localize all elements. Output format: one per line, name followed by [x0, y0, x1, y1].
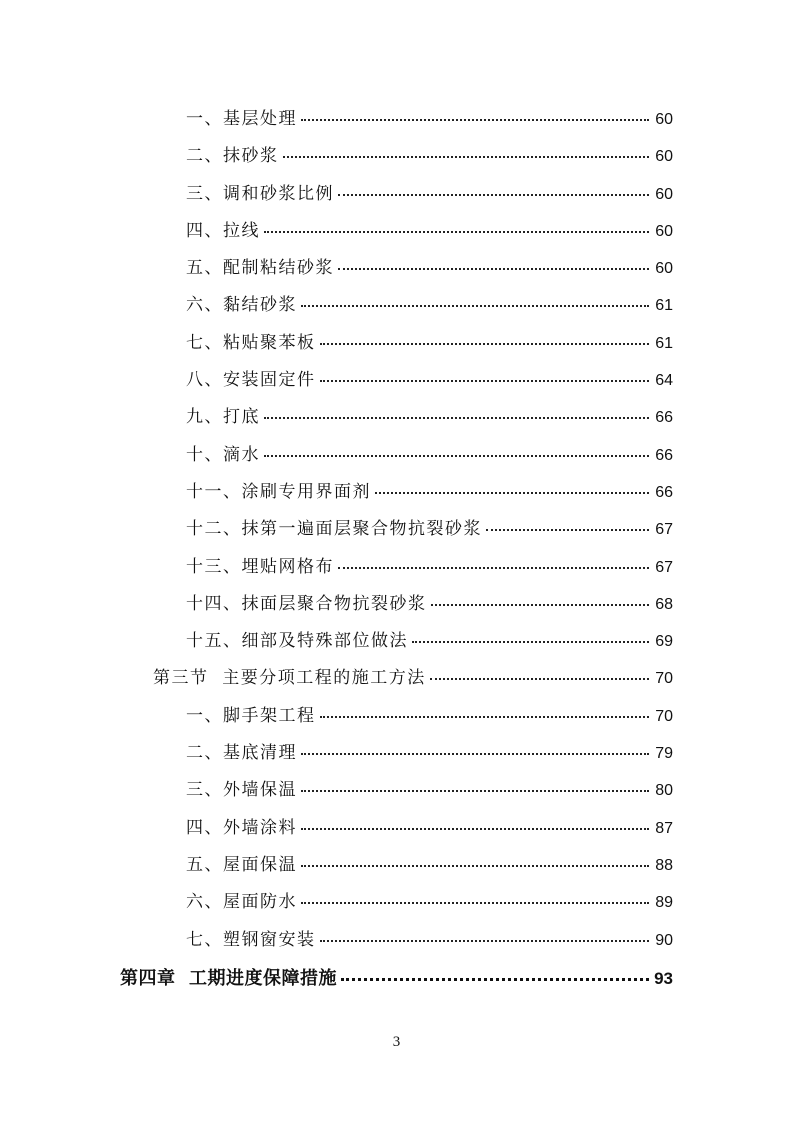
- toc-page-number: 89: [655, 894, 673, 912]
- toc-page-number: 60: [655, 148, 673, 166]
- dot-leader: [264, 417, 649, 419]
- toc-entry-title: 六、黏结砂浆: [186, 295, 297, 316]
- toc-page-number: 60: [655, 185, 673, 203]
- toc-entry[interactable]: [0, 511, 793, 548]
- toc-page-number: 61: [655, 297, 673, 315]
- dot-leader: [301, 753, 649, 755]
- toc-entry-title: 十三、埋贴网格布: [186, 556, 334, 577]
- dot-leader: [301, 902, 649, 904]
- dot-leader: [320, 716, 650, 718]
- dot-leader: [338, 567, 649, 569]
- dot-leader: [283, 156, 650, 158]
- toc-section-entry[interactable]: [0, 660, 793, 697]
- toc-page-number: 67: [655, 521, 673, 539]
- dot-leader: [431, 604, 650, 606]
- toc-entry[interactable]: [0, 101, 793, 138]
- dot-leader: [264, 231, 649, 233]
- dot-leader: [301, 790, 649, 792]
- toc-entry-title: 八、安装固定件: [186, 370, 316, 391]
- toc-page-number: 79: [655, 745, 673, 763]
- toc-entry[interactable]: [0, 698, 793, 735]
- dot-leader: [375, 492, 649, 494]
- toc-entry[interactable]: [0, 884, 793, 921]
- toc-entry-title: 五、配制粘结砂浆: [186, 258, 334, 279]
- dot-leader: [301, 828, 649, 830]
- toc-page-number: 66: [655, 409, 673, 427]
- toc-entry-title: 五、屋面保温: [186, 854, 297, 875]
- dot-leader: [338, 194, 649, 196]
- toc-entry-title: 十二、抹第一遍面层聚合物抗裂砂浆: [186, 519, 482, 540]
- dot-leader: [486, 529, 649, 531]
- toc-entry[interactable]: [0, 176, 793, 213]
- toc-entry-title: 七、粘贴聚苯板: [186, 332, 316, 353]
- dot-leader: [301, 119, 649, 121]
- toc-entry-title: 六、屋面防水: [186, 892, 297, 913]
- toc-page-number: 60: [655, 111, 673, 128]
- dot-leader: [264, 455, 649, 457]
- toc-entry[interactable]: [0, 847, 793, 884]
- toc-page-number: 69: [655, 633, 673, 651]
- toc-entry[interactable]: [0, 437, 793, 474]
- toc-chapter-entry[interactable]: [0, 959, 793, 999]
- toc-entry[interactable]: [0, 399, 793, 436]
- toc-entry-title: 四、拉线: [186, 220, 260, 241]
- toc-entry-title: 十、滴水: [186, 444, 260, 465]
- page-number-footer: 3: [392, 1034, 401, 1050]
- toc-page-number: 60: [655, 222, 673, 240]
- toc-entry[interactable]: [0, 549, 793, 586]
- dot-leader: [412, 641, 649, 643]
- toc-entry[interactable]: [0, 810, 793, 847]
- toc-entry[interactable]: [0, 213, 793, 250]
- toc-entry-title: 十四、抹面层聚合物抗裂砂浆: [186, 593, 427, 614]
- toc-entry-title: 三、调和砂浆比例: [186, 183, 334, 204]
- toc-entry[interactable]: [0, 474, 793, 511]
- dot-leader: [301, 305, 649, 307]
- toc-entry-title: 十一、涂刷专用界面剂: [186, 481, 371, 502]
- toc-chapter-title: 第四章 工期进度保障措施: [120, 967, 338, 989]
- toc-page-number: 87: [655, 819, 673, 837]
- toc-entry[interactable]: [0, 362, 793, 399]
- dot-leader: [338, 268, 649, 270]
- toc-page-number: 67: [655, 558, 673, 576]
- toc-entry[interactable]: [0, 250, 793, 287]
- toc-entry-title: 二、基底清理: [186, 743, 297, 764]
- toc-entry[interactable]: [0, 772, 793, 809]
- toc-page-number: 68: [655, 595, 673, 613]
- toc-entry[interactable]: [0, 623, 793, 660]
- toc-page-number: 90: [655, 931, 673, 949]
- toc-page-number: 70: [655, 670, 673, 688]
- toc-entry-title: 九、打底: [186, 407, 260, 428]
- toc-page-number: 61: [655, 334, 673, 352]
- toc-page-number: 80: [655, 782, 673, 800]
- toc-page-number: 93: [654, 968, 673, 988]
- toc-page-number: 88: [655, 856, 673, 874]
- toc-entry-title: 三、外墙保温: [186, 780, 297, 801]
- toc-entry[interactable]: [0, 735, 793, 772]
- dot-leader: [320, 380, 650, 382]
- dot-leader: [301, 865, 649, 867]
- toc-entry[interactable]: [0, 287, 793, 324]
- toc-page-number: 60: [655, 260, 673, 278]
- dot-leader: [320, 343, 650, 345]
- dot-leader: [341, 978, 649, 981]
- toc-entry-title: 四、外墙涂料: [186, 817, 297, 838]
- table-of-contents: [0, 101, 793, 999]
- dot-leader: [320, 940, 650, 942]
- toc-page-number: 70: [655, 707, 673, 725]
- toc-section-title: 第三节 主要分项工程的施工方法: [153, 668, 426, 689]
- dot-leader: [430, 678, 649, 680]
- toc-entry-title: 十五、细部及特殊部位做法: [186, 631, 408, 652]
- toc-entry-title: 七、塑钢窗安装: [186, 929, 316, 950]
- toc-entry-title: 一、基层处理: [186, 109, 297, 129]
- toc-page-number: 66: [655, 446, 673, 464]
- toc-entry[interactable]: [0, 922, 793, 959]
- toc-entry-title: 二、抹砂浆: [186, 146, 279, 167]
- toc-entry[interactable]: [0, 138, 793, 175]
- toc-page-number: 64: [655, 372, 673, 390]
- toc-entry[interactable]: [0, 325, 793, 362]
- toc-entry[interactable]: [0, 586, 793, 623]
- toc-page-number: 66: [655, 483, 673, 501]
- toc-entry-title: 一、脚手架工程: [186, 705, 316, 726]
